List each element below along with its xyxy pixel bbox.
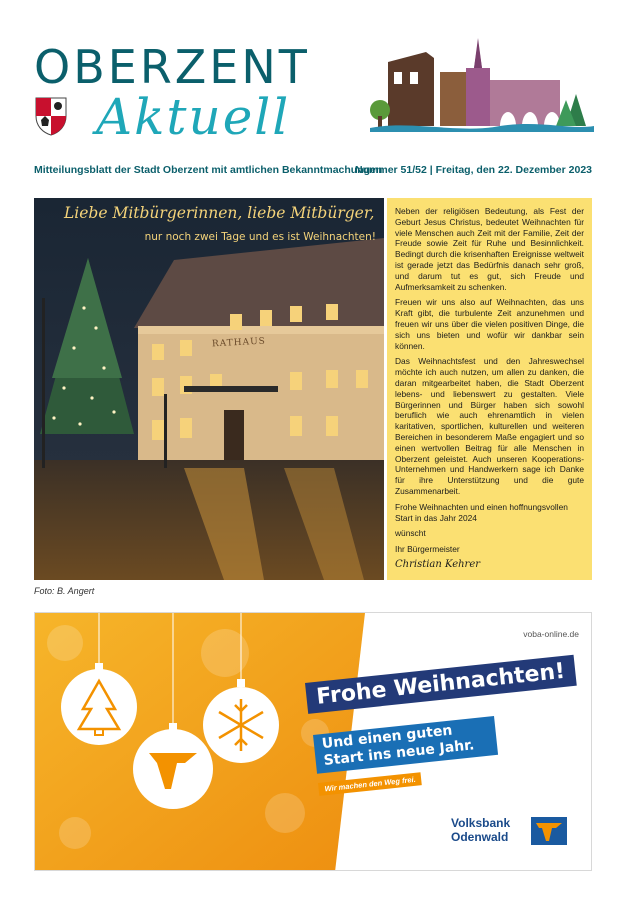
volksbank-advertisement	[34, 612, 592, 871]
mayor-signature: Christian Kehrer	[395, 558, 481, 570]
bank-name	[451, 816, 510, 844]
bank-name-line2: Odenwald	[451, 830, 509, 844]
oberzent-skyline-logo	[370, 38, 594, 132]
bank-name-line1: Volksbank	[451, 816, 511, 830]
ad-subline: Und einen guten Start ins neue Jahr.	[313, 716, 498, 774]
greeting-subline: nur noch zwei Tage und es ist Weihnachten!	[144, 231, 376, 243]
rathaus-sign: RATHAUS	[211, 336, 267, 350]
issue-info-bar	[34, 164, 592, 178]
town-hall-illustration	[34, 198, 384, 580]
issue-number-date: Nummer 51/52 | Freitag, den 22. Dezember 2023	[355, 164, 592, 176]
letter-paragraph: Neben der religiösen Bedeutung, als Fest der Geburt Jesus Christus, bedeutet Weihnachten für viele Menschen auch Zeit mit der Familie, Zeit der Freude sowie Zeit für Ruhe und Besinnlichkeit. Bedingt durch die krisenhaften Ereignisse weltweit ist gerade jetzt das Bedürfnis danach sehr groß, und darum tut es gut, sich Freude und Aufmerksamkeit zu schenken.	[395, 206, 584, 292]
ad-website[interactable]: voba-online.de	[523, 629, 579, 639]
masthead	[34, 38, 594, 150]
greeting-headline: Liebe Mitbürgerinnen, liebe Mitbürger,	[64, 204, 375, 222]
letter-paragraph: Frohe Weihnachten und einen hoffnungsvollen Start in das Jahr 2024	[395, 501, 568, 523]
publication-subtitle-script: Aktuell	[96, 88, 291, 146]
town-hall-photo	[34, 198, 384, 580]
ad-slogan: Wir machen den Weg frei.	[318, 772, 422, 796]
volksbank-logo-icon	[531, 817, 567, 845]
coat-of-arms-icon	[34, 96, 68, 136]
letter-paragraph: Freuen wir uns also auf Weihnachten, das uns Kraft gibt, die turbulente Zeit anzunehmen und freuen wir uns über die vielen positiven Dinge, die sich uns bieten und wofür wir dankbar sein können.	[395, 297, 584, 351]
letter-paragraph: Das Weihnachtsfest und den Jahreswechsel möchte ich auch nutzen, um allen zu danken, die daran mitgearbeitet haben, die Stadt Oberzent lebens- und liebenswert zu gestalten. Viele Bürgerinnen und Bürger haben sich sowohl beruflich wie auch ehrenamtlich in vielen karitativen, sportlichen, kulturellen und weiteren Bereichen in besonderem Maße engagiert und so einen wertvollen Beitrag für alle Menschen in Oberzent geleistet. Auch unseren Kooperations-Unternehmen und Handwerkern sage ich Danke für ihre Unterstützung und die gute Zusammenarbeit.	[395, 356, 584, 496]
photo-credit: Foto: B. Angert	[34, 586, 95, 596]
bulletin-description: Mitteilungsblatt der Stadt Oberzent mit amtlichen Bekanntmachungen	[34, 164, 383, 176]
letter-paragraph: Ihr Bürgermeister	[395, 544, 460, 555]
ad-headline: Frohe Weihnachten!	[305, 655, 577, 714]
letter-paragraph: wünscht	[395, 528, 426, 539]
publication-title: OBERZENT	[34, 40, 310, 94]
mayor-letter	[387, 198, 592, 580]
